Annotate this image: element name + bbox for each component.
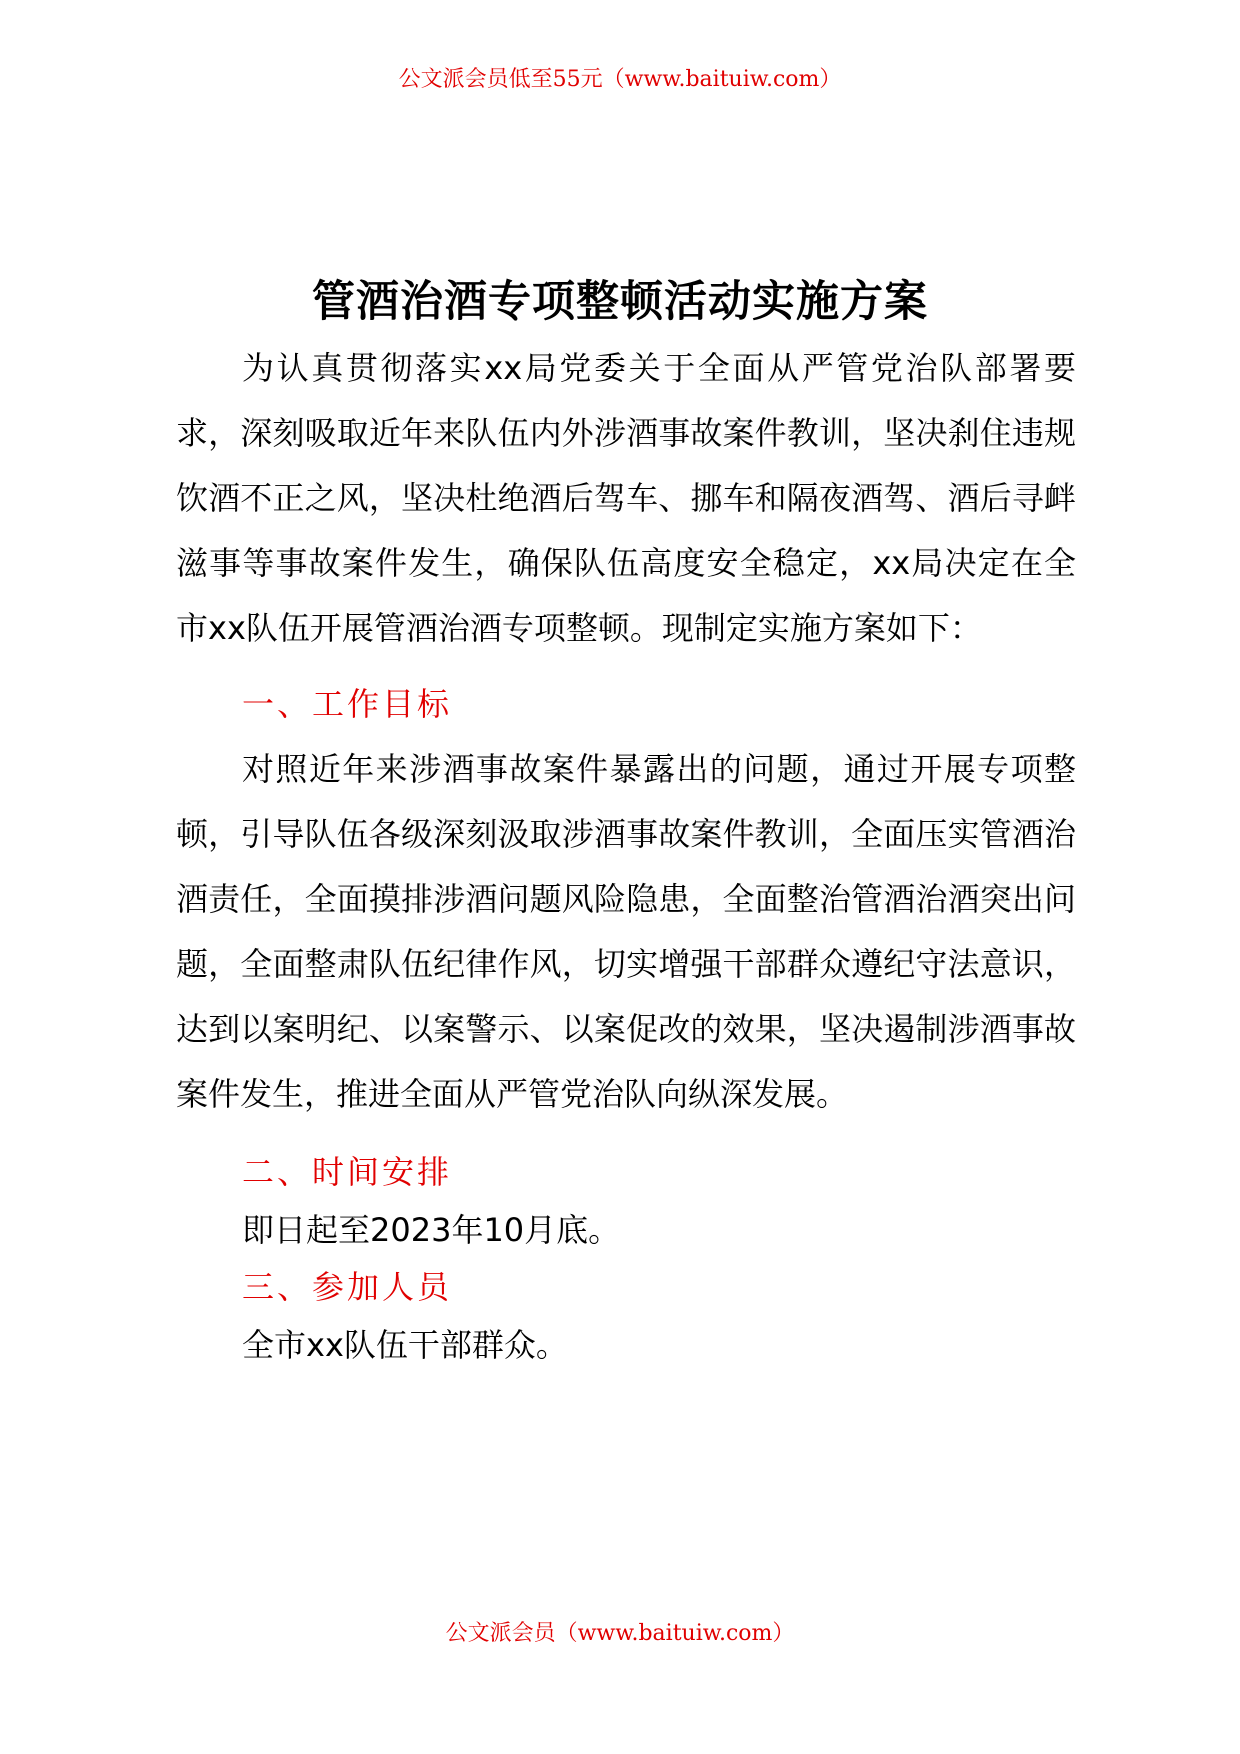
document-title: 管酒治酒专项整顿活动实施方案 [312, 277, 928, 327]
section-paragraph-schedule: 即日起至2023年10月底。 [242, 1211, 621, 1249]
header-watermark-link[interactable]: 公文派会员低至55元（www.baituiw.com） [398, 67, 842, 92]
section-paragraph-work-goal: 对照近年来涉酒事故案件暴露出的问题，通过开展专项整顿，引导队伍各级深刻汲取涉酒事故案件教训，全面压实管酒治酒责任，全面摸排涉酒问题风险隐患，全面整治管酒治酒突出问题，全面整肃队伍纪律作风，切实增强干部群众遵纪守法意识，达到以案明纪、以案警示、以案促改的效果，坚决遏制涉酒事故案件发生，推进全面从严管党治队向纵深发展。 [176, 750, 1076, 1113]
section-paragraph-participants: 全市xx队伍干部群众。 [242, 1326, 568, 1364]
section-heading-schedule: 二、时间安排 [242, 1153, 453, 1191]
intro-paragraph: 为认真贯彻落实xx局党委关于全面从严管党治队部署要求，深刻吸取近年来队伍内外涉酒事故案件教训，坚决刹住违规饮酒不正之风，坚决杜绝酒后驾车、挪车和隔夜酒驾、酒后寻衅滋事等事故案件发生，确保队伍高度安全稳定，xx局决定在全市xx队伍开展管酒治酒专项整顿。现制定实施方案如下： [176, 349, 1076, 647]
footer-watermark-link[interactable]: 公文派会员（www.baituiw.com） [445, 1621, 795, 1646]
section-heading-work-goal: 一、工作目标 [242, 685, 453, 723]
section-heading-participants: 三、参加人员 [242, 1268, 453, 1306]
